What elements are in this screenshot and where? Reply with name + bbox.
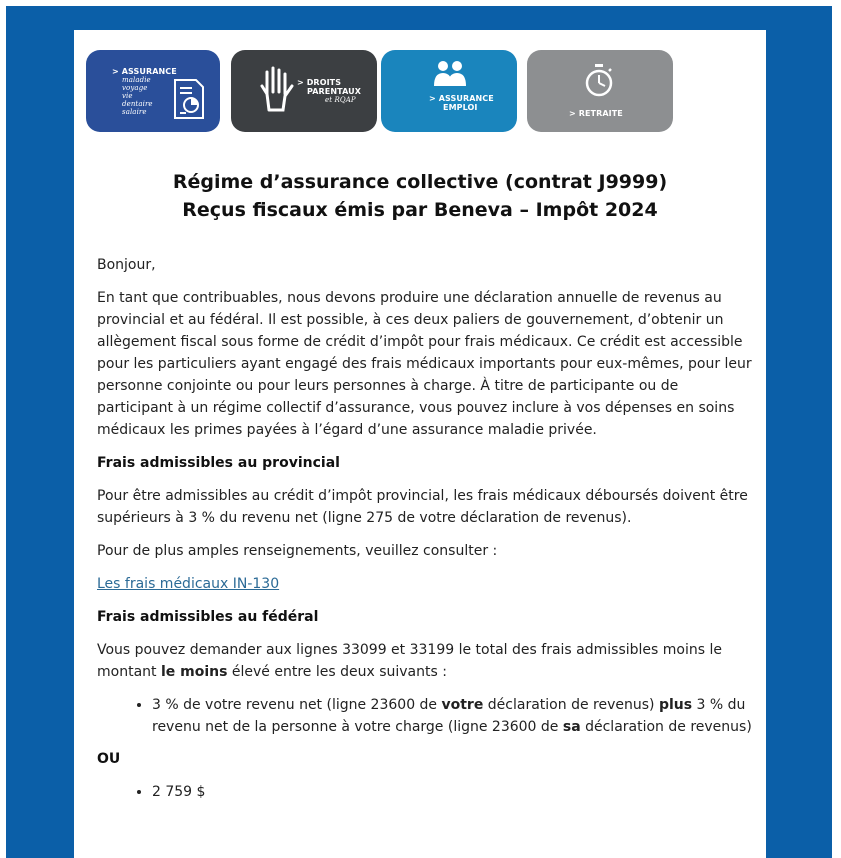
link-frais-medicaux[interactable]: Les frais médicaux IN-130 bbox=[97, 576, 280, 592]
tab-assurance-emploi[interactable] bbox=[381, 50, 517, 132]
tab-subline: EMPLOI bbox=[443, 103, 478, 112]
list-item: • 3 % de votre revenu net (ligne 23600 de votre déclaration de revenus) plus 3 % du revenu net de la personne à votre charge (ligne 23600 de sa déclaration de revenus) bbox=[152, 694, 752, 738]
category-tabs bbox=[86, 50, 672, 132]
hand-icon bbox=[259, 66, 295, 112]
federal-heading: Frais admissibles au fédéral bbox=[97, 609, 319, 625]
tab-subline: salaire bbox=[122, 108, 147, 116]
tab-retraite[interactable] bbox=[527, 50, 673, 132]
intro-paragraph: En tant que contribuables, nous devons produire une déclaration annuelle de revenus au provincial et au fédéral. Il est possible, à ces deux paliers de gouvernement, d’obtenir un allègement fiscal sous forme de crédit d’impôt pour frais médicaux. Ce crédit est accessible pour les particuliers ayant engagé des frais médicaux importants pour eux-mêmes, pour leur personne conjointe ou pour leurs personnes à charge. À titre de participante ou de participant à un régime collectif d’assurance, vous pouvez inclure à vos dépenses en soins médicaux les primes payées à l’égard d’une assurance maladie privée. bbox=[97, 290, 752, 438]
tab-title: > DROITS bbox=[297, 78, 342, 87]
document-chart-icon bbox=[172, 78, 206, 120]
tab-assurance-maladie[interactable] bbox=[86, 50, 220, 132]
list-item: • 2 759 $ bbox=[152, 781, 752, 803]
tab-title: > ASSURANCE bbox=[112, 67, 177, 76]
stopwatch-icon bbox=[583, 64, 615, 98]
tab-title: > RETRAITE bbox=[569, 109, 623, 118]
criteria-list-1 bbox=[97, 694, 752, 738]
tab-subline: voyage bbox=[122, 84, 148, 92]
tab-droits-parentaux[interactable] bbox=[231, 50, 377, 132]
tab-subline: vie bbox=[122, 92, 133, 100]
page-title bbox=[74, 168, 766, 224]
or-text: OU bbox=[97, 751, 121, 767]
people-icon bbox=[433, 60, 467, 86]
greeting: Bonjour, bbox=[97, 257, 156, 273]
tab-subline: et RQAP bbox=[325, 96, 356, 104]
more-info-text: Pour de plus amples renseignements, veuillez consulter : bbox=[97, 543, 498, 559]
tab-subline: maladie bbox=[122, 76, 151, 84]
email-body bbox=[97, 254, 752, 813]
tab-subline: dentaire bbox=[122, 100, 153, 108]
email-card bbox=[74, 30, 766, 858]
federal-paragraph: Vous pouvez demander aux lignes 33099 et 33199 le total des frais admissibles moins le montant le moins élevé entre les deux suivants : bbox=[97, 642, 722, 680]
title-line-2: Reçus fiscaux émis par Beneva – Impôt 2024 bbox=[182, 199, 658, 221]
provincial-heading: Frais admissibles au provincial bbox=[97, 455, 340, 471]
tab-title: > ASSURANCE bbox=[429, 94, 494, 103]
provincial-paragraph: Pour être admissibles au crédit d’impôt provincial, les frais médicaux déboursés doivent être supérieurs à 3 % du revenu net (ligne 275 de votre déclaration de revenus). bbox=[97, 488, 748, 526]
title-line-1: Régime d’assurance collective (contrat J9999) bbox=[172, 171, 668, 193]
criteria-list-2 bbox=[97, 781, 752, 803]
tab-subline: PARENTAUX bbox=[307, 87, 361, 96]
